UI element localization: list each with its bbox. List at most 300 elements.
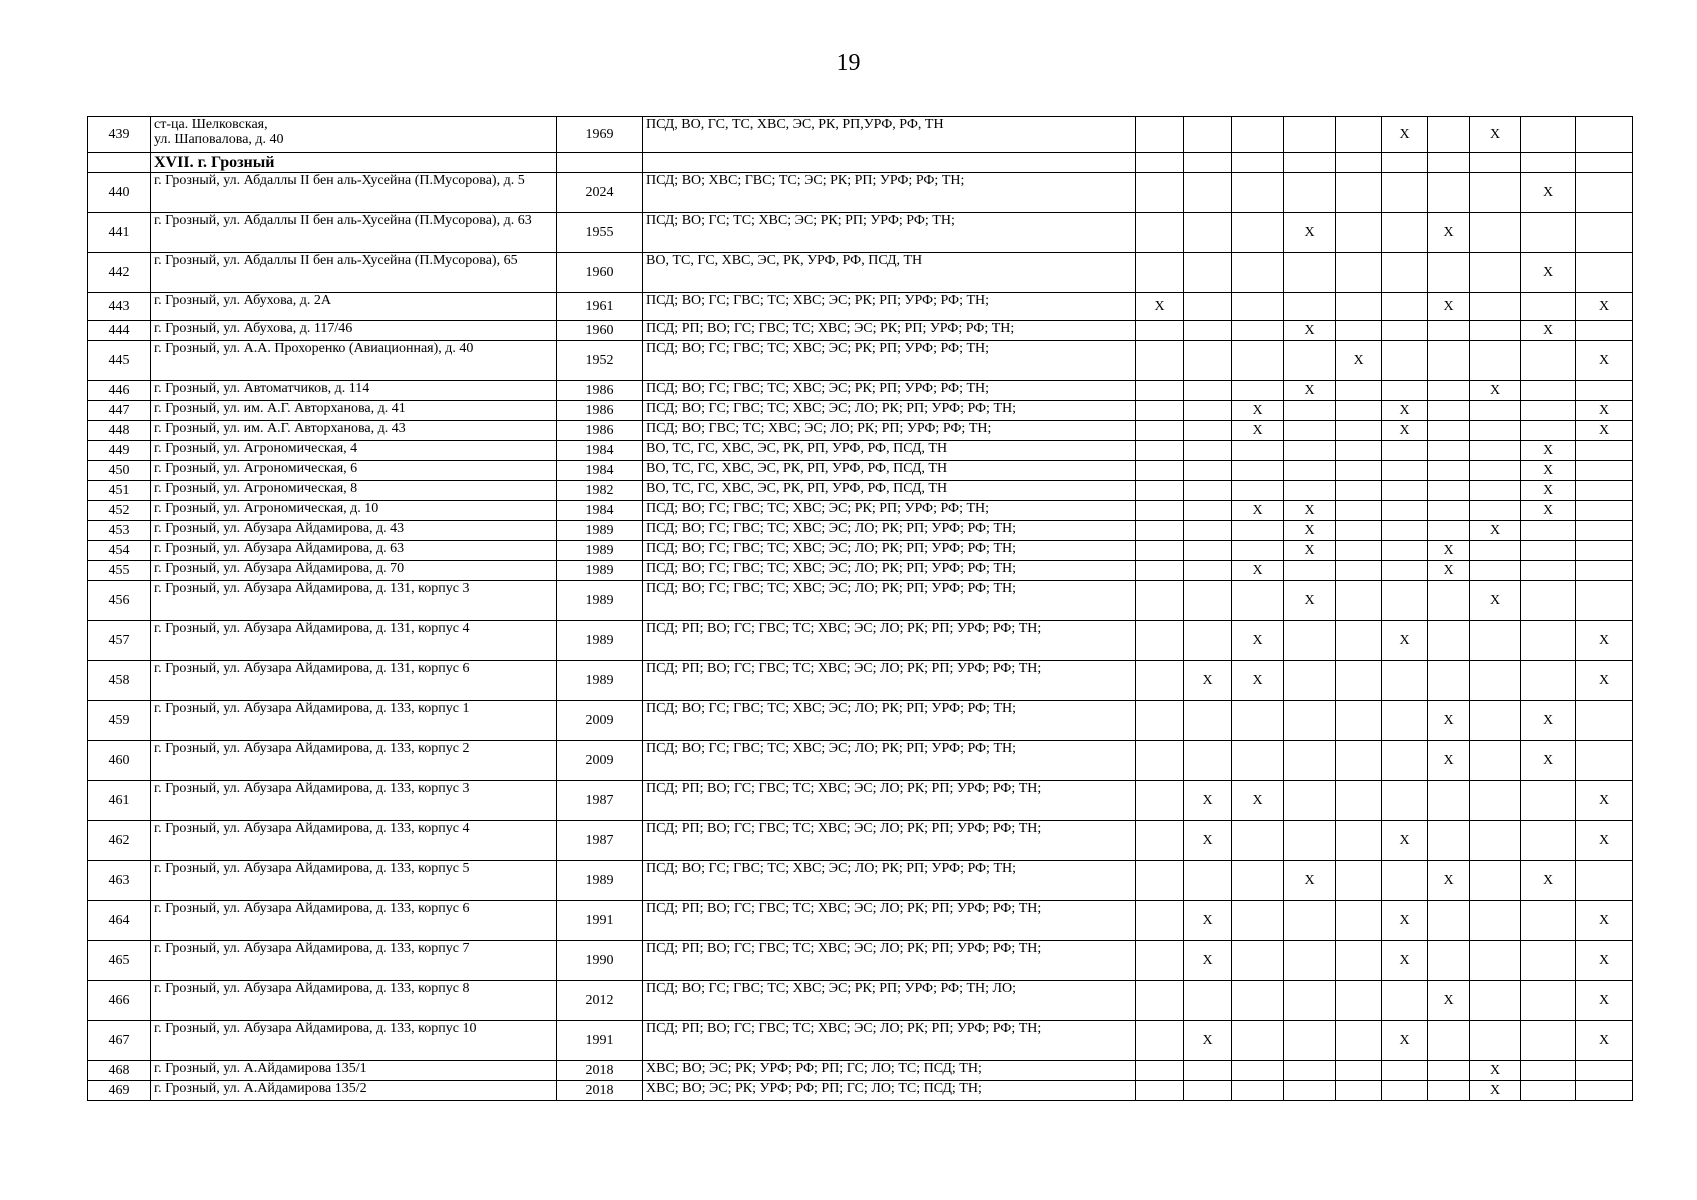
mark-cell: [1136, 213, 1184, 253]
table-row: [88, 741, 1633, 781]
mark-cell: [1470, 213, 1521, 253]
mark-cell: [1232, 1021, 1284, 1061]
mark-cell: [1184, 541, 1232, 561]
mark-cell: [1470, 401, 1521, 421]
year-cell: 1960: [557, 321, 643, 341]
empty-cell: [1232, 153, 1284, 173]
mark-cell: [1136, 401, 1184, 421]
mark-cell: X: [1521, 861, 1576, 901]
section-title: XVII. г. Грозный: [151, 153, 557, 173]
mark-cell: X: [1382, 421, 1428, 441]
mark-cell: [1576, 1061, 1633, 1081]
mark-cell: X: [1521, 501, 1576, 521]
mark-cell: [1576, 701, 1633, 741]
year-cell: 1987: [557, 781, 643, 821]
mark-cell: [1184, 741, 1232, 781]
year-cell: 1989: [557, 661, 643, 701]
mark-cell: [1184, 861, 1232, 901]
works-cell: ПСД; ВО; ГС; ГВС; ТС; ХВС; ЭС; РК; РП; УРФ; РФ; ТН;: [643, 293, 1136, 321]
mark-cell: [1232, 117, 1284, 153]
table-row: [88, 1061, 1633, 1081]
mark-cell: [1136, 981, 1184, 1021]
mark-cell: [1382, 701, 1428, 741]
mark-cell: X: [1428, 861, 1470, 901]
mark-cell: [1136, 481, 1184, 501]
mark-cell: X: [1184, 901, 1232, 941]
address-cell: г. Грозный, ул. А.Айдамирова 135/2: [151, 1081, 557, 1101]
mark-cell: [1136, 341, 1184, 381]
mark-cell: [1521, 541, 1576, 561]
address-cell: г. Грозный, ул. Абузара Айдамирова, д. 133, корпус 4: [151, 821, 557, 861]
page-number: 19: [836, 50, 861, 76]
address-cell: г. Грозный, ул. Агрономическая, 6: [151, 461, 557, 481]
mark-cell: [1232, 901, 1284, 941]
mark-cell: [1284, 741, 1336, 781]
mark-cell: [1284, 901, 1336, 941]
mark-cell: [1382, 1081, 1428, 1101]
works-cell: ВО, ТС, ГС, ХВС, ЭС, РК, РП, УРФ, РФ, ПСД, ТН: [643, 441, 1136, 461]
mark-cell: [1428, 1081, 1470, 1101]
mark-cell: [1184, 441, 1232, 461]
mark-cell: X: [1382, 1021, 1428, 1061]
mark-cell: [1136, 461, 1184, 481]
table-row: [88, 541, 1633, 561]
mark-cell: [1136, 941, 1184, 981]
row-number: 460: [88, 741, 151, 781]
mark-cell: [1428, 341, 1470, 381]
mark-cell: [1470, 481, 1521, 501]
mark-cell: [1232, 381, 1284, 401]
works-cell: ПСД; РП; ВО; ГС; ГВС; ТС; ХВС; ЭС; РК; РП; УРФ; РФ; ТН;: [643, 321, 1136, 341]
mark-cell: [1382, 521, 1428, 541]
year-cell: 1960: [557, 253, 643, 293]
works-cell: ПСД; ВО; ГС; ГВС; ТС; ХВС; ЭС; РК; РП; УРФ; РФ; ТН;: [643, 381, 1136, 401]
mark-cell: [1382, 321, 1428, 341]
mark-cell: [1521, 421, 1576, 441]
mark-cell: X: [1521, 321, 1576, 341]
address-cell: г. Грозный, ул. Агрономическая, д. 10: [151, 501, 557, 521]
mark-cell: [1184, 1061, 1232, 1081]
address-cell: г. Грозный, ул. Абдаллы II бен аль-Хусейна (П.Мусорова), 65: [151, 253, 557, 293]
mark-cell: X: [1576, 341, 1633, 381]
mark-cell: [1232, 941, 1284, 981]
mark-cell: [1336, 581, 1382, 621]
mark-cell: [1521, 561, 1576, 581]
address-cell: г. Грозный, ул. им. А.Г. Авторханова, д. 41: [151, 401, 557, 421]
mark-cell: [1576, 321, 1633, 341]
year-cell: 1989: [557, 521, 643, 541]
mark-cell: [1184, 981, 1232, 1021]
address-cell: г. Грозный, ул. Абузара Айдамирова, д. 133, корпус 8: [151, 981, 557, 1021]
mark-cell: [1232, 293, 1284, 321]
table-row: [88, 1021, 1633, 1061]
mark-cell: X: [1184, 941, 1232, 981]
empty-cell: [1136, 153, 1184, 173]
works-cell: ПСД; ВО; ГС; ГВС; ТС; ХВС; ЭС; ЛО; РК; РП; УРФ; РФ; ТН;: [643, 521, 1136, 541]
table-row: [88, 561, 1633, 581]
mark-cell: [1336, 1021, 1382, 1061]
works-cell: ПСД; РП; ВО; ГС; ГВС; ТС; ХВС; ЭС; ЛО; РК; РП; УРФ; РФ; ТН;: [643, 781, 1136, 821]
mark-cell: [1232, 213, 1284, 253]
works-cell: ПСД; ВО; ГС; ГВС; ТС; ХВС; ЭС; ЛО; РК; РП; УРФ; РФ; ТН;: [643, 561, 1136, 581]
address-cell: г. Грозный, ул. Абузара Айдамирова, д. 133, корпус 6: [151, 901, 557, 941]
mark-cell: [1470, 661, 1521, 701]
mark-cell: [1284, 821, 1336, 861]
year-cell: 1984: [557, 461, 643, 481]
works-cell: ВО, ТС, ГС, ХВС, ЭС, РК, РП, УРФ, РФ, ПСД, ТН: [643, 461, 1136, 481]
row-number: 454: [88, 541, 151, 561]
mark-cell: [1576, 253, 1633, 293]
mark-cell: [1336, 381, 1382, 401]
works-cell: ПСД; РП; ВО; ГС; ГВС; ТС; ХВС; ЭС; ЛО; РК; РП; УРФ; РФ; ТН;: [643, 621, 1136, 661]
mark-cell: X: [1382, 821, 1428, 861]
mark-cell: [1382, 561, 1428, 581]
year-cell: 2018: [557, 1061, 643, 1081]
mark-cell: X: [1382, 117, 1428, 153]
mark-cell: [1336, 401, 1382, 421]
row-number: 468: [88, 1061, 151, 1081]
year-cell: 2009: [557, 741, 643, 781]
mark-cell: [1428, 481, 1470, 501]
mark-cell: X: [1576, 661, 1633, 701]
mark-cell: [1470, 861, 1521, 901]
empty-cell: [557, 153, 643, 173]
address-cell: г. Грозный, ул. Абузара Айдамирова, д. 131, корпус 4: [151, 621, 557, 661]
mark-cell: X: [1576, 401, 1633, 421]
works-cell: ПСД; ВО; ГВС; ТС; ХВС; ЭС; ЛО; РК; РП; УРФ; РФ; ТН;: [643, 421, 1136, 441]
mark-cell: [1521, 941, 1576, 981]
table-row: [88, 293, 1633, 321]
year-cell: 1990: [557, 941, 643, 981]
mark-cell: [1336, 661, 1382, 701]
mark-cell: X: [1576, 621, 1633, 661]
mark-cell: [1576, 861, 1633, 901]
works-cell: ПСД; ВО; ГС; ГВС; ТС; ХВС; ЭС; ЛО; РК; РП; УРФ; РФ; ТН;: [643, 861, 1136, 901]
mark-cell: X: [1428, 541, 1470, 561]
mark-cell: [1284, 253, 1336, 293]
row-number: 444: [88, 321, 151, 341]
year-cell: 2024: [557, 173, 643, 213]
mark-cell: [1470, 341, 1521, 381]
works-cell: ПСД; ВО; ГС; ГВС; ТС; ХВС; ЭС; ЛО; РК; РП; УРФ; РФ; ТН;: [643, 401, 1136, 421]
mark-cell: [1184, 401, 1232, 421]
table-row: [88, 381, 1633, 401]
mark-cell: [1336, 541, 1382, 561]
empty-cell: [1470, 153, 1521, 173]
mark-cell: [1428, 501, 1470, 521]
mark-cell: X: [1232, 561, 1284, 581]
mark-cell: [1232, 481, 1284, 501]
mark-cell: [1136, 501, 1184, 521]
row-number: 446: [88, 381, 151, 401]
table-row: [88, 321, 1633, 341]
mark-cell: [1136, 701, 1184, 741]
mark-cell: [1284, 941, 1336, 981]
mark-cell: [1284, 781, 1336, 821]
mark-cell: [1336, 981, 1382, 1021]
mark-cell: [1470, 1021, 1521, 1061]
mark-cell: [1470, 901, 1521, 941]
works-cell: ПСД; ВО; ГС; ТС; ХВС; ЭС; РК; РП; УРФ; РФ; ТН;: [643, 213, 1136, 253]
mark-cell: [1284, 1061, 1336, 1081]
row-number: 447: [88, 401, 151, 421]
table-row: [88, 401, 1633, 421]
mark-cell: [1232, 741, 1284, 781]
mark-cell: [1284, 661, 1336, 701]
mark-cell: X: [1576, 1021, 1633, 1061]
empty-cell: [643, 153, 1136, 173]
mark-cell: [1521, 521, 1576, 541]
empty-cell: [1428, 153, 1470, 173]
mark-cell: [1428, 173, 1470, 213]
row-number: 467: [88, 1021, 151, 1061]
mark-cell: [1382, 341, 1428, 381]
address-cell: г. Грозный, ул. Агрономическая, 4: [151, 441, 557, 461]
mark-cell: X: [1521, 173, 1576, 213]
year-cell: 1955: [557, 213, 643, 253]
row-number: 439: [88, 117, 151, 153]
mark-cell: X: [1428, 213, 1470, 253]
address-cell: г. Грозный, ул. Абузара Айдамирова, д. 43: [151, 521, 557, 541]
mark-cell: [1232, 1061, 1284, 1081]
mark-cell: [1382, 981, 1428, 1021]
mark-cell: [1382, 861, 1428, 901]
mark-cell: [1284, 173, 1336, 213]
mark-cell: X: [1470, 1081, 1521, 1101]
mark-cell: [1136, 1021, 1184, 1061]
row-number: 457: [88, 621, 151, 661]
mark-cell: [1136, 441, 1184, 461]
row-number: 469: [88, 1081, 151, 1101]
mark-cell: X: [1521, 441, 1576, 461]
mark-cell: [1336, 621, 1382, 661]
table-row: [88, 481, 1633, 501]
mark-cell: [1284, 293, 1336, 321]
mark-cell: X: [1576, 421, 1633, 441]
works-cell: ПСД; РП; ВО; ГС; ГВС; ТС; ХВС; ЭС; ЛО; РК; РП; УРФ; РФ; ТН;: [643, 941, 1136, 981]
mark-cell: [1382, 741, 1428, 781]
mark-cell: [1284, 421, 1336, 441]
table-row: [88, 661, 1633, 701]
mark-cell: [1136, 861, 1184, 901]
mark-cell: [1521, 661, 1576, 701]
mark-cell: [1382, 541, 1428, 561]
mark-cell: [1284, 117, 1336, 153]
mark-cell: [1470, 941, 1521, 981]
mark-cell: [1184, 173, 1232, 213]
address-cell: г. Грозный, ул. Абухова, д. 117/46: [151, 321, 557, 341]
mark-cell: X: [1284, 521, 1336, 541]
mark-cell: [1136, 561, 1184, 581]
mark-cell: X: [1184, 781, 1232, 821]
mark-cell: [1232, 253, 1284, 293]
mark-cell: [1284, 401, 1336, 421]
mark-cell: [1184, 341, 1232, 381]
mark-cell: [1521, 621, 1576, 661]
mark-cell: [1470, 173, 1521, 213]
mark-cell: [1232, 521, 1284, 541]
row-number: 464: [88, 901, 151, 941]
address-cell: г. Грозный, ул. Абузара Айдамирова, д. 133, корпус 5: [151, 861, 557, 901]
table-row: [88, 253, 1633, 293]
address-cell: г. Грозный, ул. Автоматчиков, д. 114: [151, 381, 557, 401]
empty-cell: [1336, 153, 1382, 173]
works-cell: ПСД; ВО; ГС; ГВС; ТС; ХВС; ЭС; ЛО; РК; РП; УРФ; РФ; ТН;: [643, 541, 1136, 561]
mark-cell: X: [1470, 381, 1521, 401]
mark-cell: [1136, 381, 1184, 401]
row-number: 442: [88, 253, 151, 293]
mark-cell: [1428, 781, 1470, 821]
mark-cell: [1470, 541, 1521, 561]
mark-cell: [1576, 117, 1633, 153]
mark-cell: [1336, 213, 1382, 253]
mark-cell: X: [1232, 401, 1284, 421]
mark-cell: [1576, 381, 1633, 401]
works-cell: ХВС; ВО; ЭС; РК; УРФ; РФ; РП; ГС; ЛО; ТС; ПСД; ТН;: [643, 1061, 1136, 1081]
mark-cell: [1336, 1081, 1382, 1101]
mark-cell: [1470, 621, 1521, 661]
works-cell: ПСД, ВО, ГС, ТС, ХВС, ЭС, РК, РП,УРФ, РФ, ТН: [643, 117, 1136, 153]
mark-cell: X: [1232, 621, 1284, 661]
table-row: [88, 521, 1633, 541]
year-cell: 1961: [557, 293, 643, 321]
mark-cell: [1136, 253, 1184, 293]
mark-cell: [1136, 781, 1184, 821]
mark-cell: [1336, 293, 1382, 321]
works-cell: ПСД; ВО; ГС; ГВС; ТС; ХВС; ЭС; РК; РП; УРФ; РФ; ТН;: [643, 341, 1136, 381]
mark-cell: [1232, 541, 1284, 561]
address-cell: г. Грозный, ул. Абдаллы II бен аль-Хусейна (П.Мусорова), д. 5: [151, 173, 557, 213]
mark-cell: [1136, 821, 1184, 861]
mark-cell: [1336, 901, 1382, 941]
row-number: 441: [88, 213, 151, 253]
mark-cell: X: [1521, 741, 1576, 781]
mark-cell: [1336, 861, 1382, 901]
mark-cell: [1184, 581, 1232, 621]
mark-cell: [1521, 1081, 1576, 1101]
mark-cell: X: [1521, 253, 1576, 293]
mark-cell: [1576, 541, 1633, 561]
mark-cell: [1184, 321, 1232, 341]
mark-cell: [1184, 293, 1232, 321]
mark-cell: [1521, 981, 1576, 1021]
mark-cell: X: [1382, 621, 1428, 661]
mark-cell: X: [1232, 421, 1284, 441]
mark-cell: [1470, 293, 1521, 321]
table-row: [88, 341, 1633, 381]
mark-cell: [1576, 741, 1633, 781]
mark-cell: [1336, 117, 1382, 153]
mark-cell: X: [1382, 901, 1428, 941]
year-cell: 1987: [557, 821, 643, 861]
mark-cell: [1382, 213, 1428, 253]
mark-cell: X: [1336, 341, 1382, 381]
mark-cell: [1336, 701, 1382, 741]
mark-cell: X: [1576, 981, 1633, 1021]
mark-cell: X: [1184, 661, 1232, 701]
year-cell: 1952: [557, 341, 643, 381]
mark-cell: [1470, 981, 1521, 1021]
mark-cell: [1428, 661, 1470, 701]
year-cell: 1986: [557, 401, 643, 421]
mark-cell: [1184, 501, 1232, 521]
mark-cell: [1428, 421, 1470, 441]
mark-cell: X: [1232, 501, 1284, 521]
mark-cell: [1470, 321, 1521, 341]
mark-cell: X: [1470, 1061, 1521, 1081]
mark-cell: [1382, 381, 1428, 401]
mark-cell: [1336, 741, 1382, 781]
mark-cell: [1576, 1081, 1633, 1101]
mark-cell: [1521, 213, 1576, 253]
mark-cell: X: [1470, 581, 1521, 621]
mark-cell: [1336, 173, 1382, 213]
works-cell: ПСД; РП; ВО; ГС; ГВС; ТС; ХВС; ЭС; ЛО; РК; РП; УРФ; РФ; ТН;: [643, 821, 1136, 861]
mark-cell: [1521, 901, 1576, 941]
table-row: [88, 901, 1633, 941]
buildings-table: [87, 116, 1633, 1101]
mark-cell: [1521, 117, 1576, 153]
mark-cell: [1284, 1021, 1336, 1061]
mark-cell: [1428, 401, 1470, 421]
mark-cell: [1136, 521, 1184, 541]
mark-cell: [1284, 981, 1336, 1021]
mark-cell: [1136, 741, 1184, 781]
mark-cell: [1184, 117, 1232, 153]
mark-cell: [1521, 821, 1576, 861]
address-cell: г. Грозный, ул. Абузара Айдамирова, д. 63: [151, 541, 557, 561]
mark-cell: [1470, 701, 1521, 741]
row-number: 449: [88, 441, 151, 461]
mark-cell: [1136, 173, 1184, 213]
mark-cell: [1336, 941, 1382, 981]
row-number: 456: [88, 581, 151, 621]
year-cell: 1986: [557, 421, 643, 441]
address-cell: г. Грозный, ул. Абдаллы II бен аль-Хусейна (П.Мусорова), д. 63: [151, 213, 557, 253]
section-row: [88, 153, 1633, 173]
mark-cell: [1576, 173, 1633, 213]
table-row: [88, 173, 1633, 213]
table-row: [88, 461, 1633, 481]
mark-cell: [1184, 521, 1232, 541]
empty-cell: [1382, 153, 1428, 173]
mark-cell: X: [1284, 541, 1336, 561]
works-cell: ПСД; РП; ВО; ГС; ГВС; ТС; ХВС; ЭС; ЛО; РК; РП; УРФ; РФ; ТН;: [643, 661, 1136, 701]
works-cell: ПСД; ВО; ГС; ГВС; ТС; ХВС; ЭС; ЛО; РК; РП; УРФ; РФ; ТН;: [643, 741, 1136, 781]
mark-cell: [1428, 1021, 1470, 1061]
table-row: [88, 501, 1633, 521]
row-number: 461: [88, 781, 151, 821]
mark-cell: X: [1428, 561, 1470, 581]
mark-cell: [1284, 341, 1336, 381]
works-cell: ВО, ТС, ГС, ХВС, ЭС, РК, РП, УРФ, РФ, ПСД, ТН: [643, 481, 1136, 501]
mark-cell: X: [1284, 213, 1336, 253]
address-cell: г. Грозный, ул. Абузара Айдамирова, д. 133, корпус 2: [151, 741, 557, 781]
mark-cell: [1232, 581, 1284, 621]
year-cell: 2012: [557, 981, 643, 1021]
year-cell: 1989: [557, 541, 643, 561]
mark-cell: [1232, 321, 1284, 341]
mark-cell: [1284, 461, 1336, 481]
address-cell: ст-ца. Шелковская, ул. Шаповалова, д. 40: [151, 117, 557, 153]
row-number: 462: [88, 821, 151, 861]
mark-cell: [1232, 461, 1284, 481]
mark-cell: [1521, 781, 1576, 821]
mark-cell: [1576, 461, 1633, 481]
mark-cell: [1428, 461, 1470, 481]
mark-cell: X: [1470, 521, 1521, 541]
mark-cell: [1576, 441, 1633, 461]
